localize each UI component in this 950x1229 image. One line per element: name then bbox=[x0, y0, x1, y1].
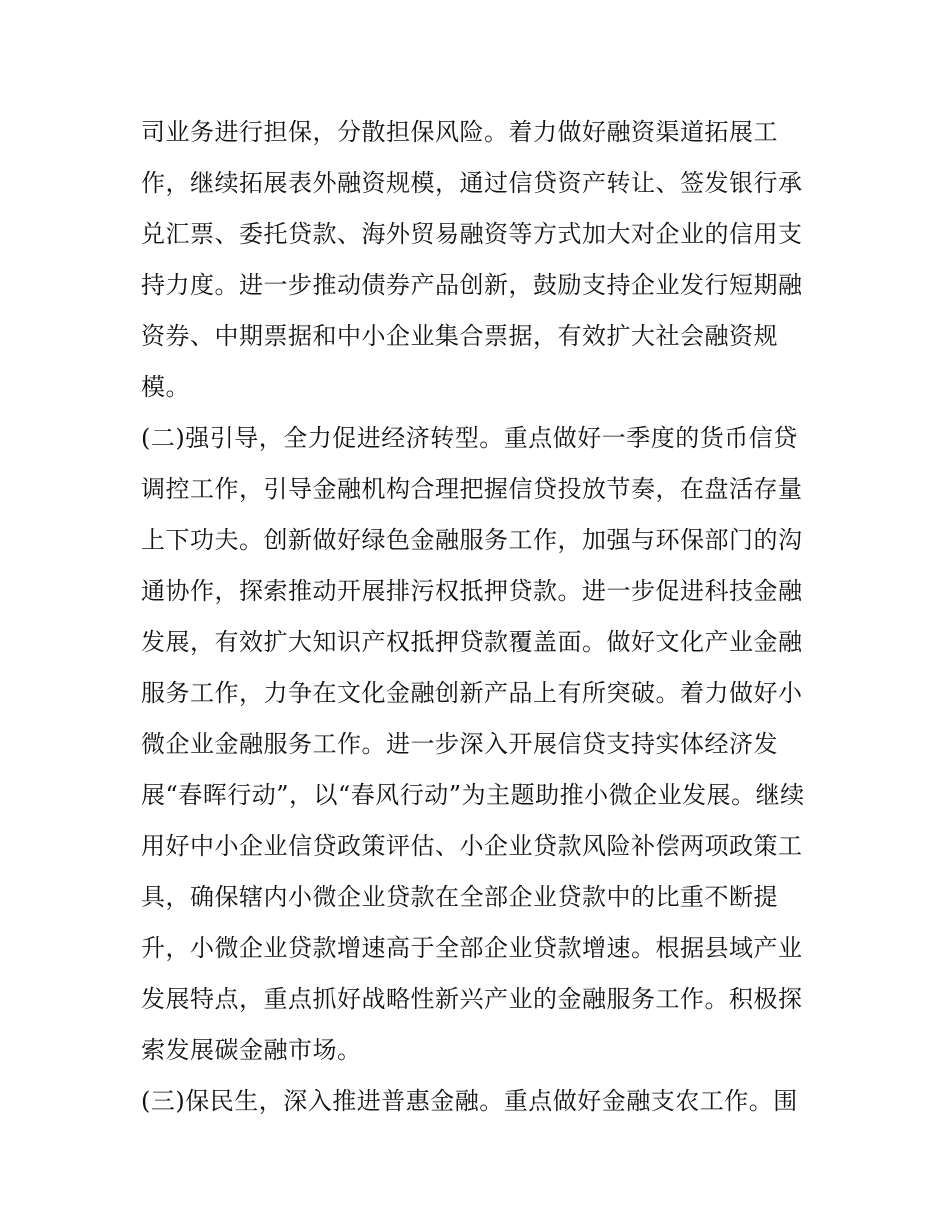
text-line: 索发展碳金融市场。 bbox=[141, 1036, 362, 1064]
body-text bbox=[141, 107, 821, 1127]
text-line: 具，确保辖内小微企业贷款在全部企业贷款中的比重不断提 bbox=[141, 883, 778, 911]
text-line: 持力度。进一步推动债券产品创新，鼓励支持企业发行短期融 bbox=[141, 271, 803, 299]
text-line: 升，小微企业贷款增速高于全部企业贷款增速。根据县域产业 bbox=[141, 934, 803, 962]
text-line: 服务工作，力争在文化金融创新产品上有所突破。着力做好小 bbox=[141, 679, 803, 707]
text-line: 兑汇票、委托贷款、海外贸易融资等方式加大对企业的信用支 bbox=[141, 220, 803, 248]
section-heading-line: (三)保民生，深入推进普惠金融。重点做好金融支农工作。围 bbox=[141, 1087, 798, 1115]
text-line: 作，继续拓展表外融资规模，通过信贷资产转让、签发银行承 bbox=[141, 169, 803, 197]
text-line: 微企业金融服务工作。进一步深入开展信贷支持实体经济发 bbox=[141, 730, 778, 758]
text-line: 司业务进行担保，分散担保风险。着力做好融资渠道拓展工 bbox=[141, 118, 778, 146]
text-line: 通协作，探索推动开展排污权抵押贷款。进一步促进科技金融 bbox=[141, 577, 803, 605]
text-line: 调控工作，引导金融机构合理把握信贷投放节奏，在盘活存量 bbox=[141, 475, 803, 503]
text-line: 模。 bbox=[141, 373, 190, 401]
text-line: 展“春晖行动”，以“春风行动”为主题助推小微企业发展。继续 bbox=[141, 781, 805, 809]
section-heading-line: (二)强引导，全力促进经济转型。重点做好一季度的货币信贷 bbox=[141, 424, 798, 452]
text-line: 上下功夫。创新做好绿色金融服务工作，加强与环保部门的沟 bbox=[141, 526, 803, 554]
text-line: 用好中小企业信贷政策评估、小企业贷款风险补偿两项政策工 bbox=[141, 832, 803, 860]
text-line: 资券、中期票据和中小企业集合票据，有效扩大社会融资规 bbox=[141, 322, 778, 350]
text-line: 发展，有效扩大知识产权抵押贷款覆盖面。做好文化产业金融 bbox=[141, 628, 803, 656]
text-line: 发展特点，重点抓好战略性新兴产业的金融服务工作。积极探 bbox=[141, 985, 803, 1013]
